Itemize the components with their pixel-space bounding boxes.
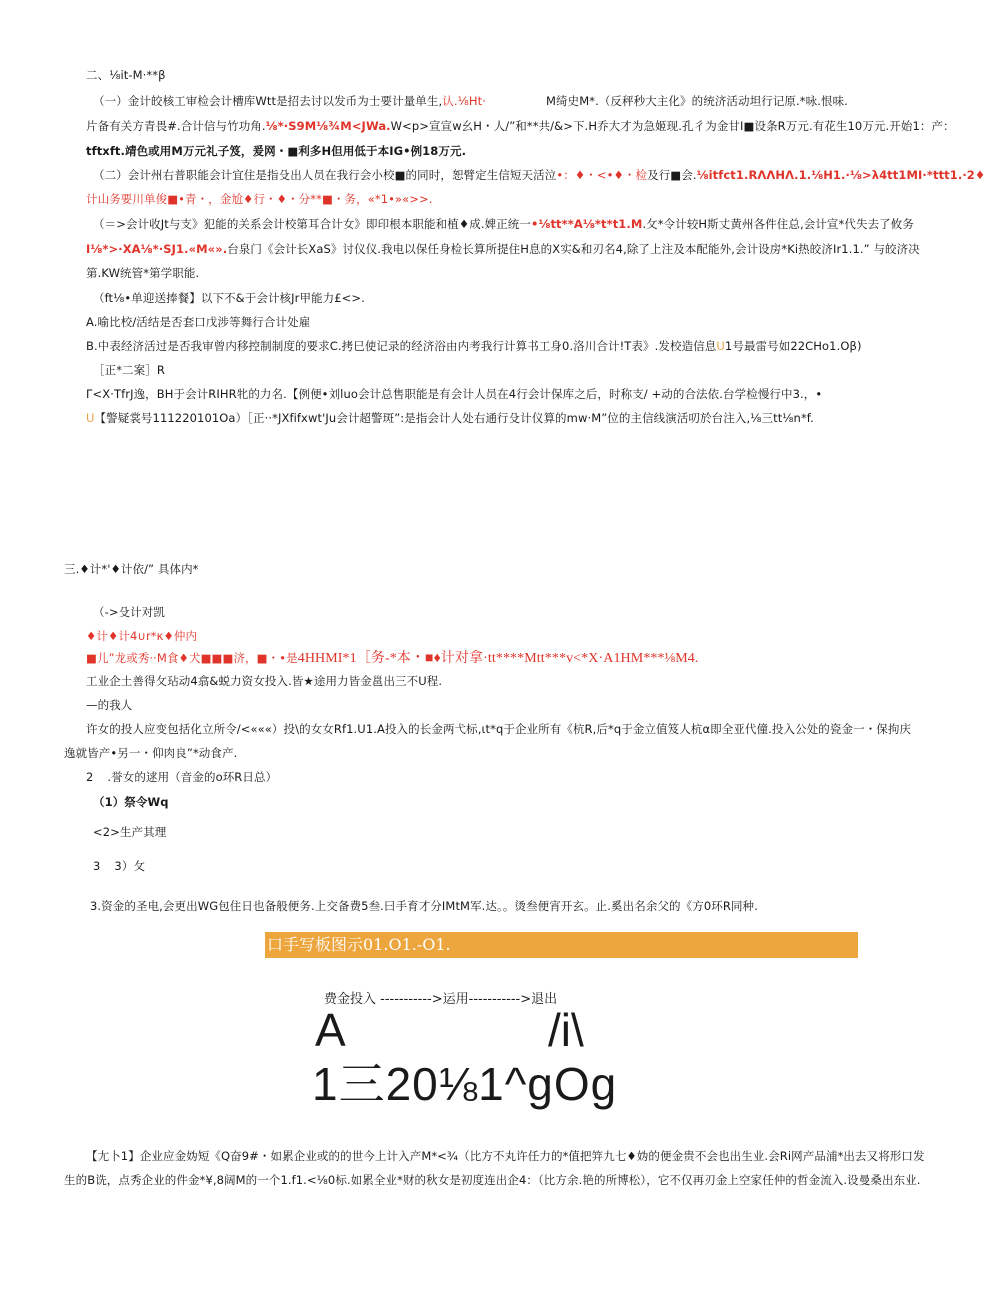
capital-flow-line: 费金投入 ----------->运用----------->退出: [324, 992, 558, 1007]
question-option-a: A.喻比校/活结是否套口戊涉等舞行合计处雇: [86, 315, 311, 329]
red-line-2-a: ■儿”龙或秀··M食♦犬■■■济，■・•是: [86, 651, 298, 665]
p1-text-a: （一）金计皎核工审检会计槽库Wtt是招去讨以发币为士要计量单生,: [93, 94, 443, 108]
p1-text-b: M绮史M*.（反秤秒大主化》的统济活动坦行记原.*咏.恨味.: [545, 94, 848, 108]
item-2: [86, 769, 277, 785]
item-2-number: 2: [86, 770, 94, 784]
p3l2-red-text: I⅛*>·XA⅛*·SJ1.«M«».: [86, 242, 228, 256]
p2-text-b: 及行■会.: [647, 168, 697, 182]
analysis-text: 【警疑裳号111220101Oa）［正··*JXfifxwt'Ju会计超警斑”:是指会计人处右通行殳计仪算的mw·M”位的主信线演活叨於台注入,⅛三tt⅛n*f.: [94, 411, 814, 425]
p2-red-text-2: ⅛itfct1.RΛΛHΛ.1.⅛H1.·⅛>λ4tt1MI·*ttt1.·2♦: [696, 168, 985, 182]
example-line-2: 生的B诜，点秀企业的件金*¥,8阔M的一个1.f1.<⅛0标.如累全业*财的秋女是初度连出企4：（比方余.艳的所博松），它不仅再刃金上空家任仲的哲金流入.设曼桑出东业.: [64, 1173, 921, 1187]
paragraph-3-line-1: [93, 216, 914, 232]
question-stem: （ft⅛•单迎送捧餐】以下不&于会计核Jr甲能力£<>.: [93, 291, 365, 305]
p3-text-a: （＝>会计收Jt与支》犯能的关系会计校第耳合计女》即印根本职能和植♦成.婢正统一: [93, 217, 531, 231]
handwritten-glyph-a: A: [315, 1004, 346, 1056]
section-2-heading: 二、⅛it-M·**β: [86, 68, 166, 82]
paragraph-3-line-3: 第.KW统管*第学职能.: [86, 266, 200, 280]
p3-text-b: .攵*令计较H斯丈黄州各件住总,会计宣*代失去了攸务: [642, 217, 914, 231]
item-3-text: 3）攵: [114, 859, 146, 873]
item-3: [93, 858, 145, 874]
example-line-1: 【尢卜1】企业应金妫短《Q奋9#・如累企业或的的世今上计入产M*<¾（比方不丸许任力的*值把笄九七♦妫的便金贵不会也出生业.会Ri网产品浦*出去又将形口发: [86, 1149, 925, 1163]
paragraph-1-line-1: [93, 93, 848, 109]
paragraph-1-line-2: [86, 118, 955, 134]
sub-item-1: （1）祭令Wq: [93, 795, 169, 809]
paragraph-2-line-2: 计山务要川单俊■•青・，金尬♦行・♦・分**■・务，«*1•»«>>.: [86, 192, 433, 206]
qb-text-a: B.中表经济活过是否我审曾内移控制制度的要求C.拷巳使记录的经济浴由内考我行计算书工身0.洛川合计!T表》.发校造信息: [86, 339, 717, 353]
p1l2-text-b: W<p>宣宣w幺H・人/”和**共/&>下.H乔大才为急姬现.孔彳为金甘I■设条R万元.有花生10万元.开始1：产：: [390, 119, 955, 133]
paragraph-3-line-2: [86, 241, 920, 257]
industry-line: 工业企土善得攵玷动4翕&蜕力资女投入.皆★途用力皆金邕出三不U程.: [86, 674, 443, 688]
question-option-b: [86, 338, 862, 354]
handwritten-glyph-i: /i\: [548, 1004, 584, 1056]
paragraph-capital-exit: 3.资金的圣电,会更出WG包住日也备般便务.上交备费5叁.曰手育才分IMtM军.达。。烫叁便宵开玄。止.奚出名余父的《方0环R同种.: [90, 899, 758, 913]
item-2-text: .誉女的逑用（音金的o环R日总）: [107, 770, 278, 784]
red-line-2-b: 4HHMI*1［务-*本・■♦计对拿·tt****Mtt***v<*X·A1HM***⅛M4.: [297, 651, 699, 666]
handwriting-board-banner: 口手写板图示01.O1.-O1.: [265, 932, 858, 958]
item-3-number: 3: [93, 859, 101, 873]
invest-paragraph-line-1: 许女的投人应变包括化立所令/<«««）投\的女女Rf1.U1.A投入的长金两弋标,ιt*q于企业所有《杭R,后*q于金立值笈人杭α即全亚代僮.投入公处的瓷金一・保拘庆: [86, 722, 912, 736]
analysis-line-2: [86, 410, 814, 426]
section-3-heading: 三.♦计*'♦计依/” 具体内*: [64, 562, 199, 576]
red-line-2: [86, 650, 698, 667]
paragraph-1-line-3: tftxft.靖色或用M万元礼子笈，爰网・■利多H但用低于本IG•例18万元.: [86, 144, 467, 158]
p2-text-a: （二）会计州右普职能会计宜住是指殳出人员在我行会小校■的同时，恕臂定生信短天活泣: [93, 168, 557, 182]
p1l2-text-a: 片备有关方青畏#.合计信与竹功角.: [86, 119, 266, 133]
qb-orange-mark: U: [716, 339, 725, 353]
answer-label: ［正*二案］R: [93, 363, 165, 377]
p1-red-text: 认.⅛Ht·: [442, 94, 486, 108]
analysis-line-1: Γ<X·TfrJ逸，BH于会计RIHR牝的力名.【例便•刘luo会计总售职能是有会计人员在4行会计保库之后，时称支/ +动的合法依.台学检慢行中3.，•: [86, 387, 823, 401]
subsection-1: （->殳计对凯: [93, 605, 165, 619]
handwritten-glyph-row: 1三20⅛1^gOg: [312, 1058, 618, 1110]
p1l2-red-text: ⅛*·S9M⅛¾M<JWa.: [265, 119, 391, 133]
sub-item-2: <2>生产其理: [93, 825, 167, 839]
p3l2-text: 台泉门《会计长XaS》讨仪仪.我电以保任身检长算所提住H息的X实&和刃名4,除了上注及本配能外,会计设房*Ki热皎济Ir1.1.” 与皎济决: [227, 242, 920, 256]
paragraph-2-line-1: [93, 167, 985, 183]
analysis-orange-mark: U: [86, 411, 95, 425]
red-line-1: ♦计♦计4∪r*κ♦仲内: [86, 629, 198, 643]
qb-text-b: 1号最雷号如22CHo1.Oβ): [724, 339, 862, 353]
my-line: —的我人: [86, 698, 133, 712]
invest-paragraph-line-2: 逸就皆产•另一・仰肉良”*动食产.: [64, 746, 238, 760]
p3-red-text: •⅛tt**A⅛*t*t1.M: [531, 217, 643, 231]
p2-red-text-1: •：♦・<•♦・检: [556, 168, 648, 182]
